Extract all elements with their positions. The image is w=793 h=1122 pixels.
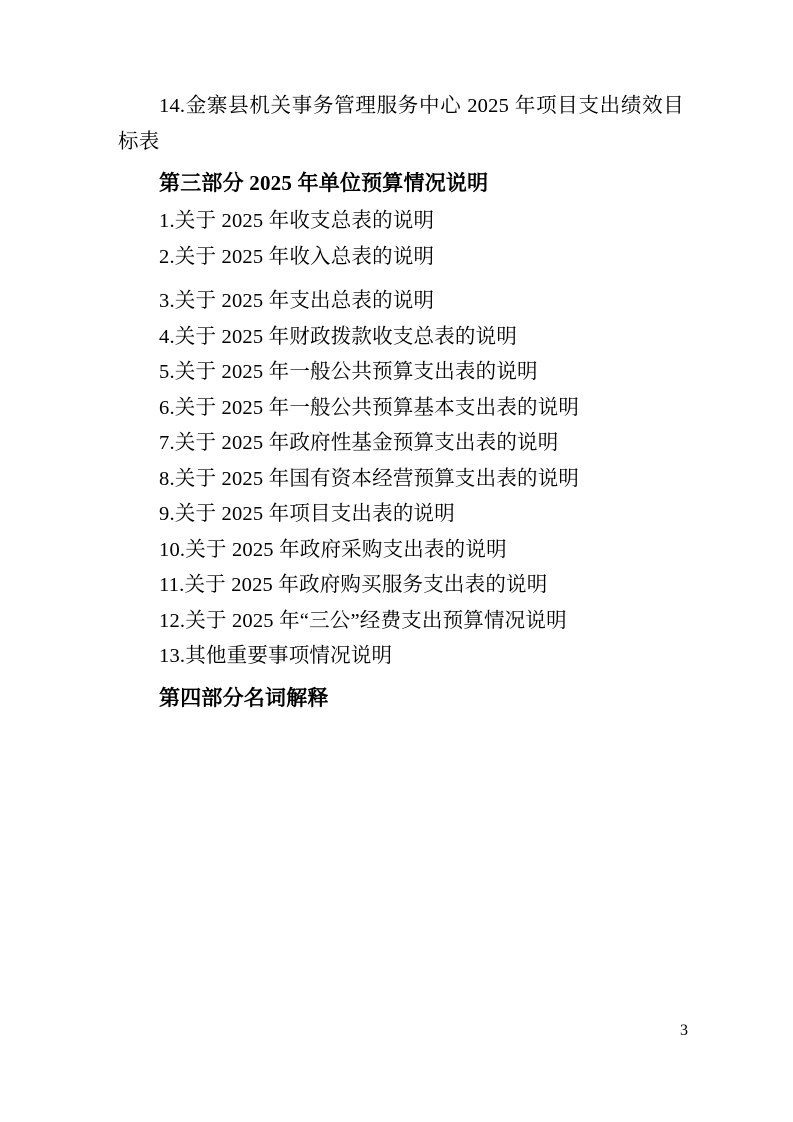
section3-item-2: 2.关于 2025 年收入总表的说明 xyxy=(159,245,435,268)
section-heading-part-four: 第四部分名词解释 xyxy=(159,685,329,710)
section3-item-12: 12.关于 2025 年“三公”经费支出预算情况说明 xyxy=(159,609,567,632)
section3-item-4: 4.关于 2025 年财政拨款收支总表的说明 xyxy=(159,325,518,348)
section3-item-5: 5.关于 2025 年一般公共预算支出表的说明 xyxy=(159,361,538,383)
section3-item-6: 6.关于 2025 年一般公共预算基本支出表的说明 xyxy=(159,396,580,419)
section3-item-10: 10.关于 2025 年政府采购支出表的说明 xyxy=(159,538,507,561)
section-heading-part-three: 第三部分 2025 年单位预算情况说明 xyxy=(159,171,489,195)
page-content xyxy=(118,88,684,717)
section3-item-11: 11.关于 2025 年政府购买服务支出表的说明 xyxy=(159,574,548,596)
section3-item-1: 1.关于 2025 年收支总表的说明 xyxy=(159,210,435,232)
section3-item-8: 8.关于 2025 年国有资本经营预算支出表的说明 xyxy=(159,467,580,490)
page-number: 3 xyxy=(680,1022,688,1039)
section3-item-7: 7.关于 2025 年政府性基金预算支出表的说明 xyxy=(159,432,559,454)
section3-item-3: 3.关于 2025 年支出总表的说明 xyxy=(159,290,435,312)
section3-item-9: 9.关于 2025 年项目支出表的说明 xyxy=(159,503,455,525)
toc-item-14: 14.金寨县机关事务管理服务中心 2025 年项目支出绩效目标表 xyxy=(118,95,684,153)
section3-item-13: 13.其他重要事项情况说明 xyxy=(159,645,393,667)
